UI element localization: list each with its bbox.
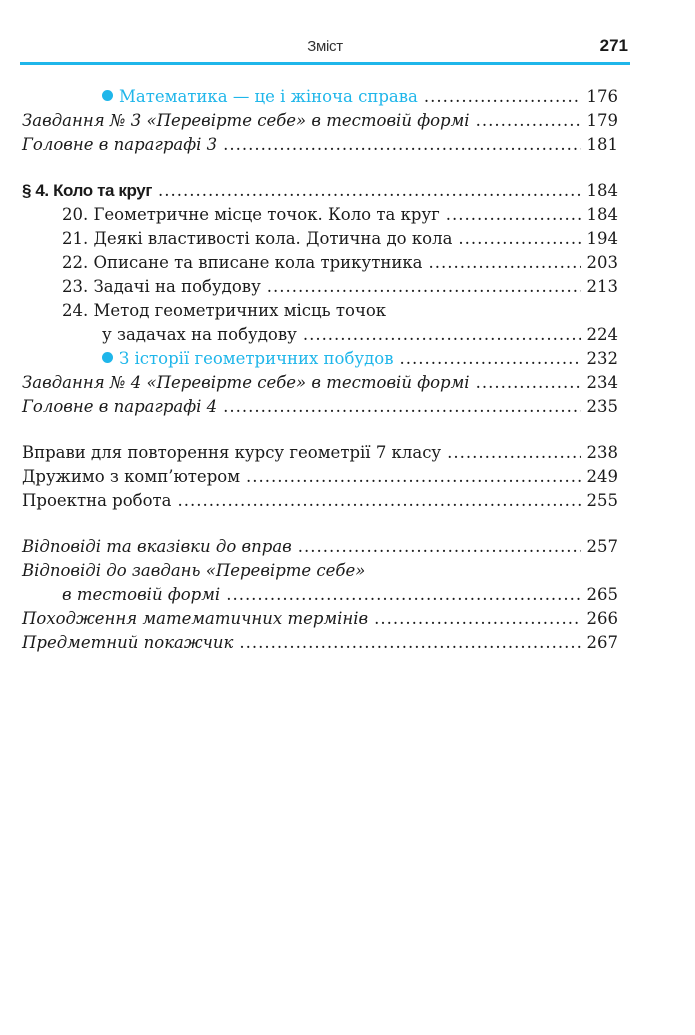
- toc-page-number: 181: [586, 135, 618, 154]
- toc-section-entry[interactable]: [22, 179, 618, 203]
- toc-page-number: 235: [586, 397, 618, 416]
- leader-dots: [246, 465, 580, 489]
- toc-entry-label: 23. Задачі на побудову: [62, 277, 261, 296]
- header-title: Зміст: [307, 38, 343, 55]
- toc-entry[interactable]: [22, 395, 618, 419]
- header-page-number: 271: [599, 36, 628, 55]
- toc-entry[interactable]: [22, 371, 618, 395]
- leader-dots: [223, 133, 580, 157]
- table-of-contents: [22, 85, 618, 655]
- toc-page-number: 238: [586, 443, 618, 462]
- toc-entry[interactable]: [22, 489, 618, 513]
- toc-entry[interactable]: [22, 535, 618, 559]
- toc-entry[interactable]: [22, 299, 618, 323]
- spacer: [22, 419, 618, 441]
- leader-dots: [178, 489, 581, 513]
- toc-entry-label: у задачах на побудову: [102, 325, 297, 344]
- toc-page-number: 265: [586, 585, 618, 604]
- toc-entry-label: Головне в параграфі 4: [22, 397, 218, 416]
- toc-entry[interactable]: [22, 631, 618, 655]
- toc-page-number: 176: [586, 87, 618, 106]
- toc-entry-continuation[interactable]: [22, 323, 618, 347]
- toc-entry[interactable]: [22, 559, 618, 583]
- leader-dots: [424, 85, 581, 109]
- toc-entry[interactable]: [22, 441, 618, 465]
- toc-entry-label: 24. Метод геометричних місць точок: [62, 301, 387, 320]
- leader-dots: [446, 203, 581, 227]
- toc-entry-label: 22. Описане та вписане кола трикутника: [62, 253, 423, 272]
- toc-page-number: 224: [586, 325, 618, 344]
- toc-entry-label: Предметний покажчик: [22, 633, 234, 652]
- toc-page-number: 266: [586, 609, 618, 628]
- leader-dots: [267, 275, 581, 299]
- toc-page-number: 213: [586, 277, 618, 296]
- toc-page-number: 179: [586, 111, 618, 130]
- toc-entry[interactable]: [22, 465, 618, 489]
- toc-entry-label: в тестовій формі: [62, 585, 221, 604]
- spacer: [22, 157, 618, 179]
- toc-entry[interactable]: [22, 133, 618, 157]
- toc-entry-continuation[interactable]: [22, 583, 618, 607]
- toc-page-number: 232: [586, 349, 618, 368]
- toc-entry-label: 20. Геометричне місце точок. Коло та круг: [62, 205, 440, 224]
- toc-entry-label: Відповіді та вказівки до вправ: [22, 537, 292, 556]
- leader-dots: [447, 441, 580, 465]
- toc-entry-label: Дружимо з комп’ютером: [22, 467, 241, 486]
- toc-entry[interactable]: [22, 203, 618, 227]
- leader-dots: [374, 607, 580, 631]
- toc-entry-label: [102, 347, 394, 371]
- toc-entry-label: Вправи для повторення курсу геометрії 7 класу: [22, 443, 442, 462]
- running-header: [22, 34, 628, 60]
- toc-entry-label: § 4. Коло та круг: [22, 181, 153, 200]
- leader-dots: [400, 347, 581, 371]
- toc-entry-text: З історії геометричних побудов: [119, 349, 394, 368]
- toc-page-number: 194: [586, 229, 618, 248]
- toc-entry-label: Головне в параграфі 3: [22, 135, 218, 154]
- toc-entry[interactable]: [22, 275, 618, 299]
- toc-entry[interactable]: [22, 347, 618, 371]
- leader-dots: [428, 251, 580, 275]
- toc-page-number: 184: [586, 181, 618, 200]
- toc-page-number: 234: [586, 373, 618, 392]
- toc-page-number: 203: [586, 253, 618, 272]
- leader-dots: [226, 583, 580, 607]
- toc-page-number: 257: [586, 537, 618, 556]
- leader-dots: [298, 535, 581, 559]
- leader-dots: [223, 395, 580, 419]
- toc-entry[interactable]: [22, 227, 618, 251]
- toc-page-number: 267: [586, 633, 618, 652]
- leader-dots: [239, 631, 580, 655]
- leader-dots: [303, 323, 581, 347]
- toc-entry-label: Проектна робота: [22, 491, 172, 510]
- toc-entry-text: Математика — це і жіноча справа: [119, 87, 418, 106]
- toc-entry[interactable]: [22, 85, 618, 109]
- toc-entry-label: [102, 85, 418, 109]
- bullet-icon: [102, 90, 113, 101]
- toc-entry[interactable]: [22, 109, 618, 133]
- spacer: [22, 513, 618, 535]
- toc-page-number: 184: [586, 205, 618, 224]
- toc-entry[interactable]: [22, 607, 618, 631]
- leader-dots: [476, 109, 581, 133]
- toc-entry-label: 21. Деякі властивості кола. Дотична до кола: [62, 229, 453, 248]
- header-rule: [20, 62, 630, 65]
- toc-entry-label: Походження математичних термінів: [22, 609, 369, 628]
- leader-dots: [476, 371, 581, 395]
- bullet-icon: [102, 352, 113, 363]
- toc-entry[interactable]: [22, 251, 618, 275]
- leader-dots: [458, 227, 580, 251]
- toc-entry-label: Завдання № 3 «Перевірте себе» в тестовій формі: [22, 111, 470, 130]
- toc-entry-label: Завдання № 4 «Перевірте себе» в тестовій формі: [22, 373, 470, 392]
- toc-page-number: 255: [586, 491, 618, 510]
- toc-page-number: 249: [586, 467, 618, 486]
- leader-dots: [158, 179, 580, 203]
- toc-entry-label: Відповіді до завдань «Перевірте себе»: [22, 561, 366, 580]
